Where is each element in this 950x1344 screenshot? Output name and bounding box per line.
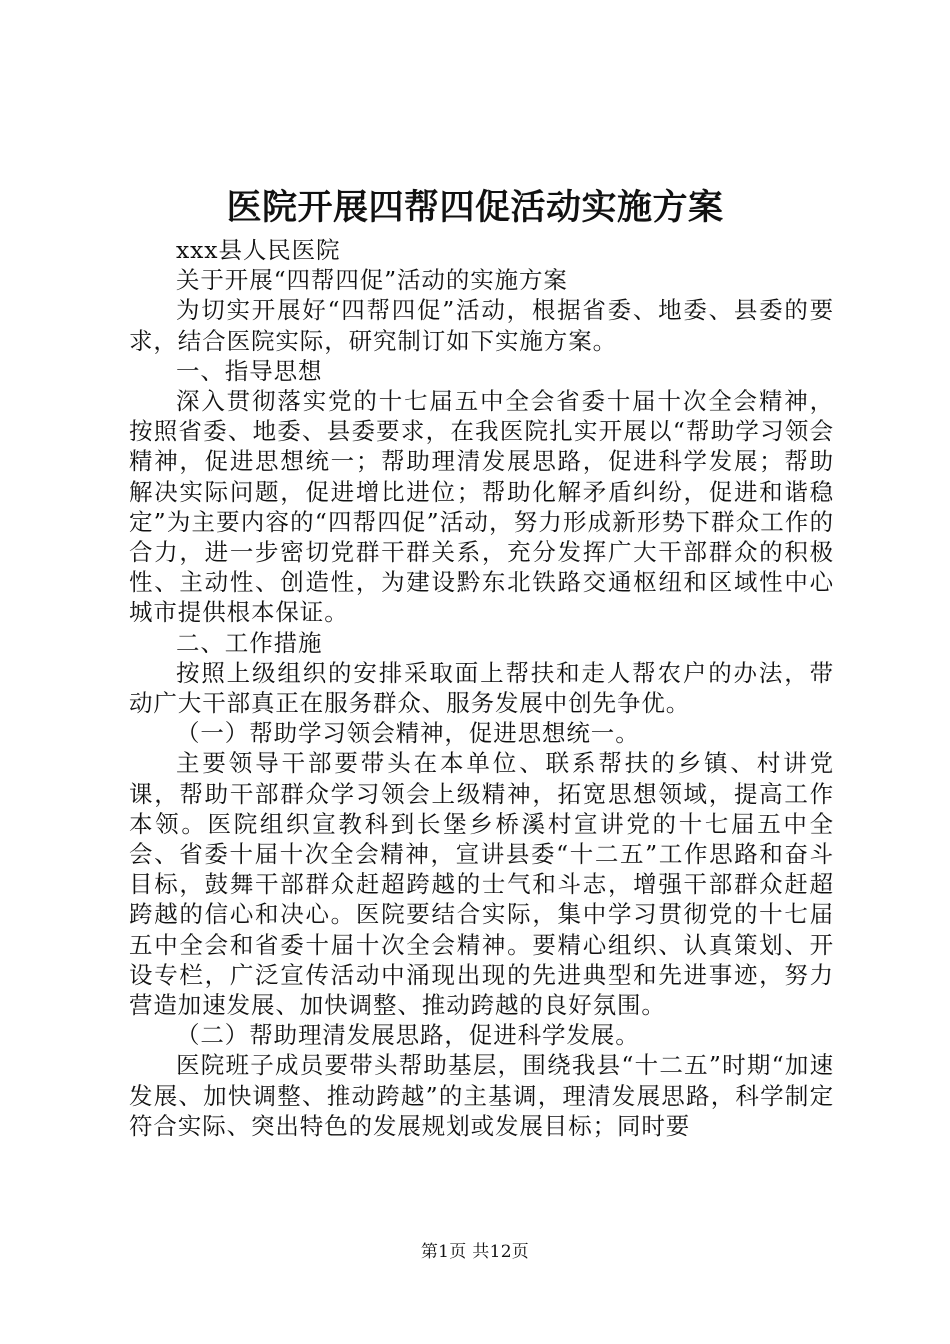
paragraph-hospital-name: xxx县人民医院: [176, 236, 341, 264]
document-title: 医院开展四帮四促活动实施方案: [226, 187, 724, 228]
section-heading-work-measures: 二、工作措施: [176, 628, 323, 657]
paragraph-intro: 为切实开展好“四帮四促”活动，根据省委、地委、县委的要求，结合医院实际，研究制订如下实施方案。: [129, 296, 834, 355]
paragraph-work-measures: 按照上级组织的安排采取面上帮扶和走人帮农户的办法，带动广大干部真正在服务群众、服务发展中创先争优。: [129, 658, 834, 718]
paragraph-guiding-thought: 深入贯彻落实党的十七届五中全会省委十届十次全会精神，按照省委、地委、县委要求，在我医院扎实开展以“帮助学习领会精神，促进思想统一；帮助理清发展思路，促进科学发展；帮助解决实际问题，促进增比进位；帮助化解矛盾纠纷，促进和谐稳定”为主要内容的“四帮四促”活动，努力形成新形势下群众工作的合力，进一步密切党群干群关系，充分发挥广大干部群众的积极性、主动性、创造性，为建设黔东北铁路交通枢纽和区域性中心城市提供根本保证。: [129, 387, 834, 627]
subsection-heading-2: （二）帮助理清发展思路，促进科学发展。: [176, 1021, 640, 1050]
page-number-footer: 第1页 共12页: [420, 1242, 530, 1262]
section-heading-guiding-thought: 一、指导思想: [176, 356, 323, 385]
paragraph-subsection-1: 主要领导干部要带头在本单位、联系帮扶的乡镇、村讲党课，帮助干部群众学习领会上级精神，拓宽思想领域，提高工作本领。医院组织宣教科到长堡乡桥溪村宣讲党的十七届五中全会、省委十届十次全会精神，宣讲县委“十二五”工作思路和奋斗目标，鼓舞干部群众赶超跨越的士气和斗志，增强干部群众赶超跨越的信心和决心。医院要结合实际，集中学习贯彻党的十七届五中全会和省委十届十次全会精神。要精心组织、认真策划、开设专栏，广泛宣传活动中涌现出现的先进典型和先进事迹，努力营造加速发展、加快调整、推动跨越的良好氛围。: [129, 749, 834, 1020]
subsection-heading-1: （一）帮助学习领会精神，促进思想统一。: [176, 719, 640, 748]
document-body: [129, 235, 834, 1141]
paragraph-subsection-2: 医院班子成员要带头帮助基层，围绕我县“十二五”时期“加速发展、加快调整、推动跨越”的主基调，理清发展思路，科学制定符合实际、突出特色的发展规划或发展目标；同时要: [129, 1051, 834, 1140]
paragraph-subtitle: 关于开展“四帮四促”活动的实施方案: [176, 266, 568, 295]
